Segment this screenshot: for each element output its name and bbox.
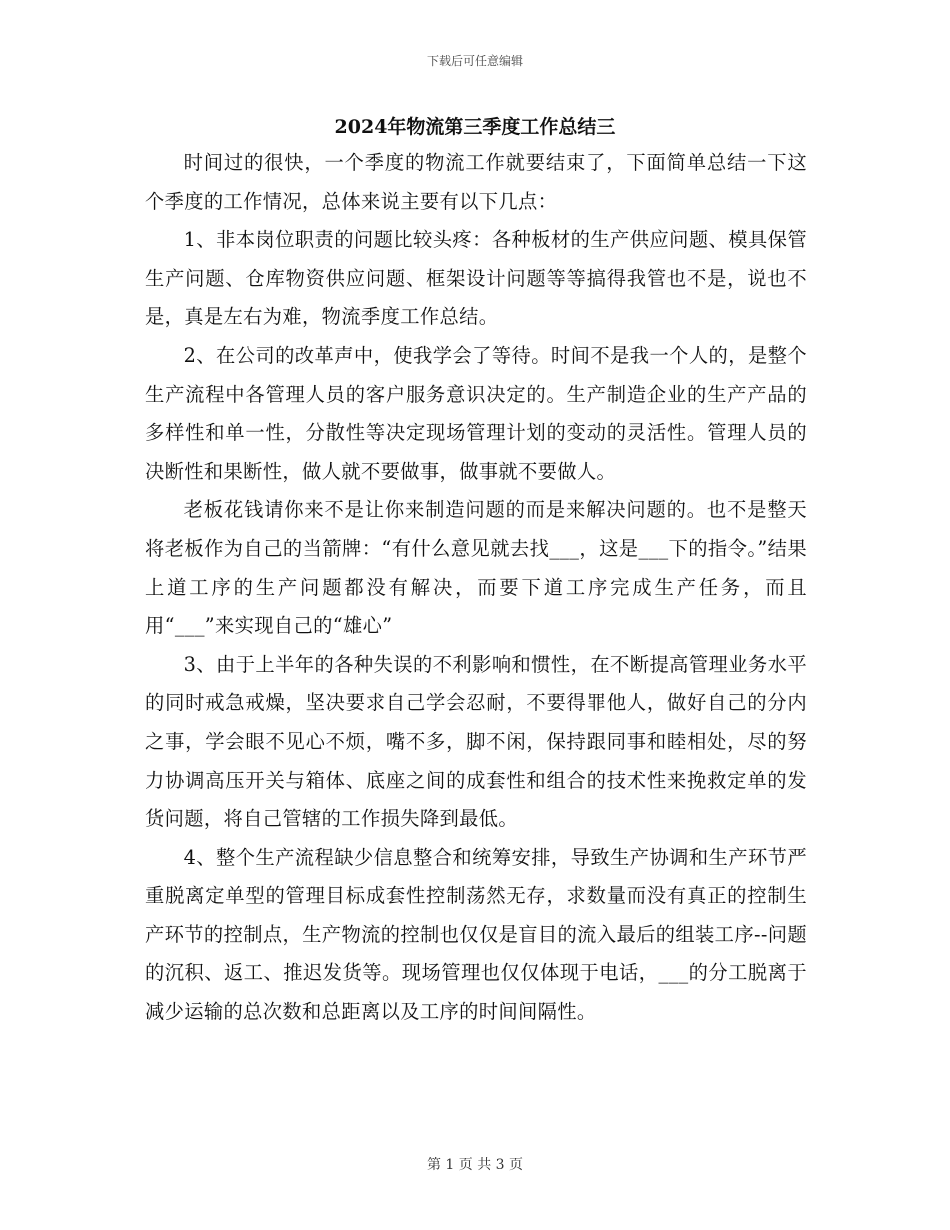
paragraph-point-2: 2、在公司的改革声中，使我学会了等待。时间不是我一个人的，是整个生产流程中各管理人员的客户服务意识决定的。生产制造企业的生产产品的多样性和单一性，分散性等决定现场管理计划的变动的灵活性。管理人员的决断性和果断性，做人就不要做事，做事就不要做人。 — [145, 343, 807, 483]
paragraph-point-3: 3、由于上半年的各种失误的不利影响和惯性，在不断提高管理业务水平的同时戒急戒燥，坚决要求自己学会忍耐，不要得罪他人，做好自己的分内之事，学会眼不见心不烦，嘴不多，脚不闲，保持跟同事和睦相处，尽的努力协调高压开关与箱体、底座之间的成套性和组合的技术性来挽救定单的发货问题，将自己管辖的工作损失降到最低。 — [145, 652, 807, 831]
page-header-note: 下载后可任意编辑 — [426, 54, 523, 68]
paragraph-point-1: 1、非本岗位职责的问题比较头疼：各种板材的生产供应问题、模具保管生产问题、仓库物资供应问题、框架设计问题等等搞得我管也不是，说也不是，真是左右为难，物流季度工作总结。 — [145, 228, 807, 329]
page-number: 第 1 页 共 3 页 — [426, 1157, 524, 1173]
paragraph-intro: 时间过的很快，一个季度的物流工作就要结束了，下面简单总结一下这个季度的工作情况，总体来说主要有以下几点： — [145, 151, 807, 213]
document-title: 2024年物流第三季度工作总结三 — [334, 116, 616, 138]
document-body — [145, 144, 807, 1032]
paragraph-boss-note: 老板花钱请你来不是让你来制造问题的而是来解决问题的。也不是整天将老板作为自己的当箭牌：“有什么意见就去找___，这是___下的指令。”结果上道工序的生产问题都没有解决，而要下道工序完成生产任务，而且用“___”来实现自己的“雄心” — [145, 498, 807, 638]
paragraph-point-4: 4、整个生产流程缺少信息整合和统筹安排，导致生产协调和生产环节严重脱离定单型的管理目标成套性控制荡然无存，求数量而没有真正的控制生产环节的控制点，生产物流的控制也仅仅是盲目的流入最后的组装工序--问题的沉积、返工、推迟发货等。现场管理也仅仅体现于电话，___的分工脱离于减少运输的总次数和总距离以及工序的时间间隔性。 — [145, 845, 807, 1024]
